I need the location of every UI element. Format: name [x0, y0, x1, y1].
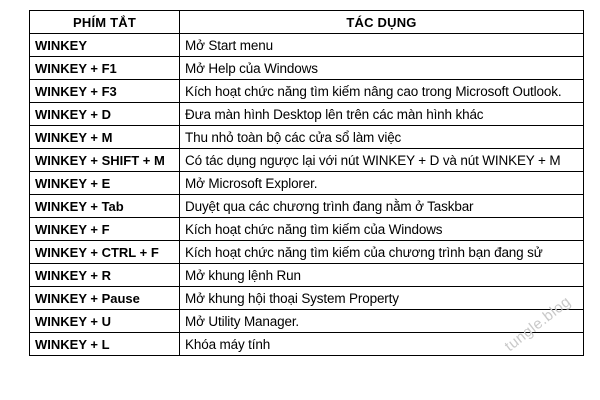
shortcut-description: Khóa máy tính — [180, 333, 584, 356]
table-row — [30, 57, 584, 80]
shortcut-key: WINKEY + L — [30, 333, 180, 356]
shortcut-key: WINKEY + D — [30, 103, 180, 126]
shortcut-key: WINKEY + SHIFT + M — [30, 149, 180, 172]
table-row — [30, 34, 584, 57]
shortcut-key: WINKEY — [30, 34, 180, 57]
watermark-text: tungle.blog — [501, 293, 575, 355]
shortcut-key: WINKEY + Pause — [30, 287, 180, 310]
table-row — [30, 126, 584, 149]
shortcut-description: Mở khung lệnh Run — [180, 264, 584, 287]
shortcut-description: Có tác dụng ngược lại với nút WINKEY + D và nút WINKEY + M — [180, 149, 584, 172]
shortcut-description: Duyệt qua các chương trình đang nằm ở Taskbar — [180, 195, 584, 218]
shortcut-key: WINKEY + U — [30, 310, 180, 333]
shortcut-key: WINKEY + M — [30, 126, 180, 149]
shortcut-key: WINKEY + F — [30, 218, 180, 241]
shortcut-key: WINKEY + F1 — [30, 57, 180, 80]
table-row — [30, 103, 584, 126]
table-row — [30, 287, 584, 310]
table-row — [30, 264, 584, 287]
table-row — [30, 172, 584, 195]
table-row — [30, 333, 584, 356]
table-row — [30, 80, 584, 103]
table-row — [30, 241, 584, 264]
table-header-row — [30, 11, 584, 34]
shortcut-description: Đưa màn hình Desktop lên trên các màn hình khác — [180, 103, 584, 126]
shortcut-description: Mở Utility Manager. — [180, 310, 584, 333]
shortcut-description: Kích hoạt chức năng tìm kiếm của Windows — [180, 218, 584, 241]
shortcut-description: Mở Help của Windows — [180, 57, 584, 80]
shortcut-description: Kích hoạt chức năng tìm kiếm nâng cao trong Microsoft Outlook. — [180, 80, 584, 103]
shortcut-description: Mở khung hội thoại System Property — [180, 287, 584, 310]
table-row — [30, 149, 584, 172]
shortcut-key: WINKEY + E — [30, 172, 180, 195]
shortcut-description: Mở Microsoft Explorer. — [180, 172, 584, 195]
header-action: TÁC DỤNG — [180, 11, 584, 34]
table-row — [30, 310, 584, 333]
shortcut-key: WINKEY + Tab — [30, 195, 180, 218]
shortcut-description: Mở Start menu — [180, 34, 584, 57]
shortcut-key: WINKEY + R — [30, 264, 180, 287]
shortcut-description: Kích hoạt chức năng tìm kiếm của chương trình bạn đang sử — [180, 241, 584, 264]
header-shortcut: PHÍM TẮT — [30, 11, 180, 34]
shortcut-key: WINKEY + F3 — [30, 80, 180, 103]
shortcut-description: Thu nhỏ toàn bộ các cửa sổ làm việc — [180, 126, 584, 149]
table-row — [30, 218, 584, 241]
table-row — [30, 195, 584, 218]
shortcut-table — [29, 10, 584, 356]
shortcut-key: WINKEY + CTRL + F — [30, 241, 180, 264]
